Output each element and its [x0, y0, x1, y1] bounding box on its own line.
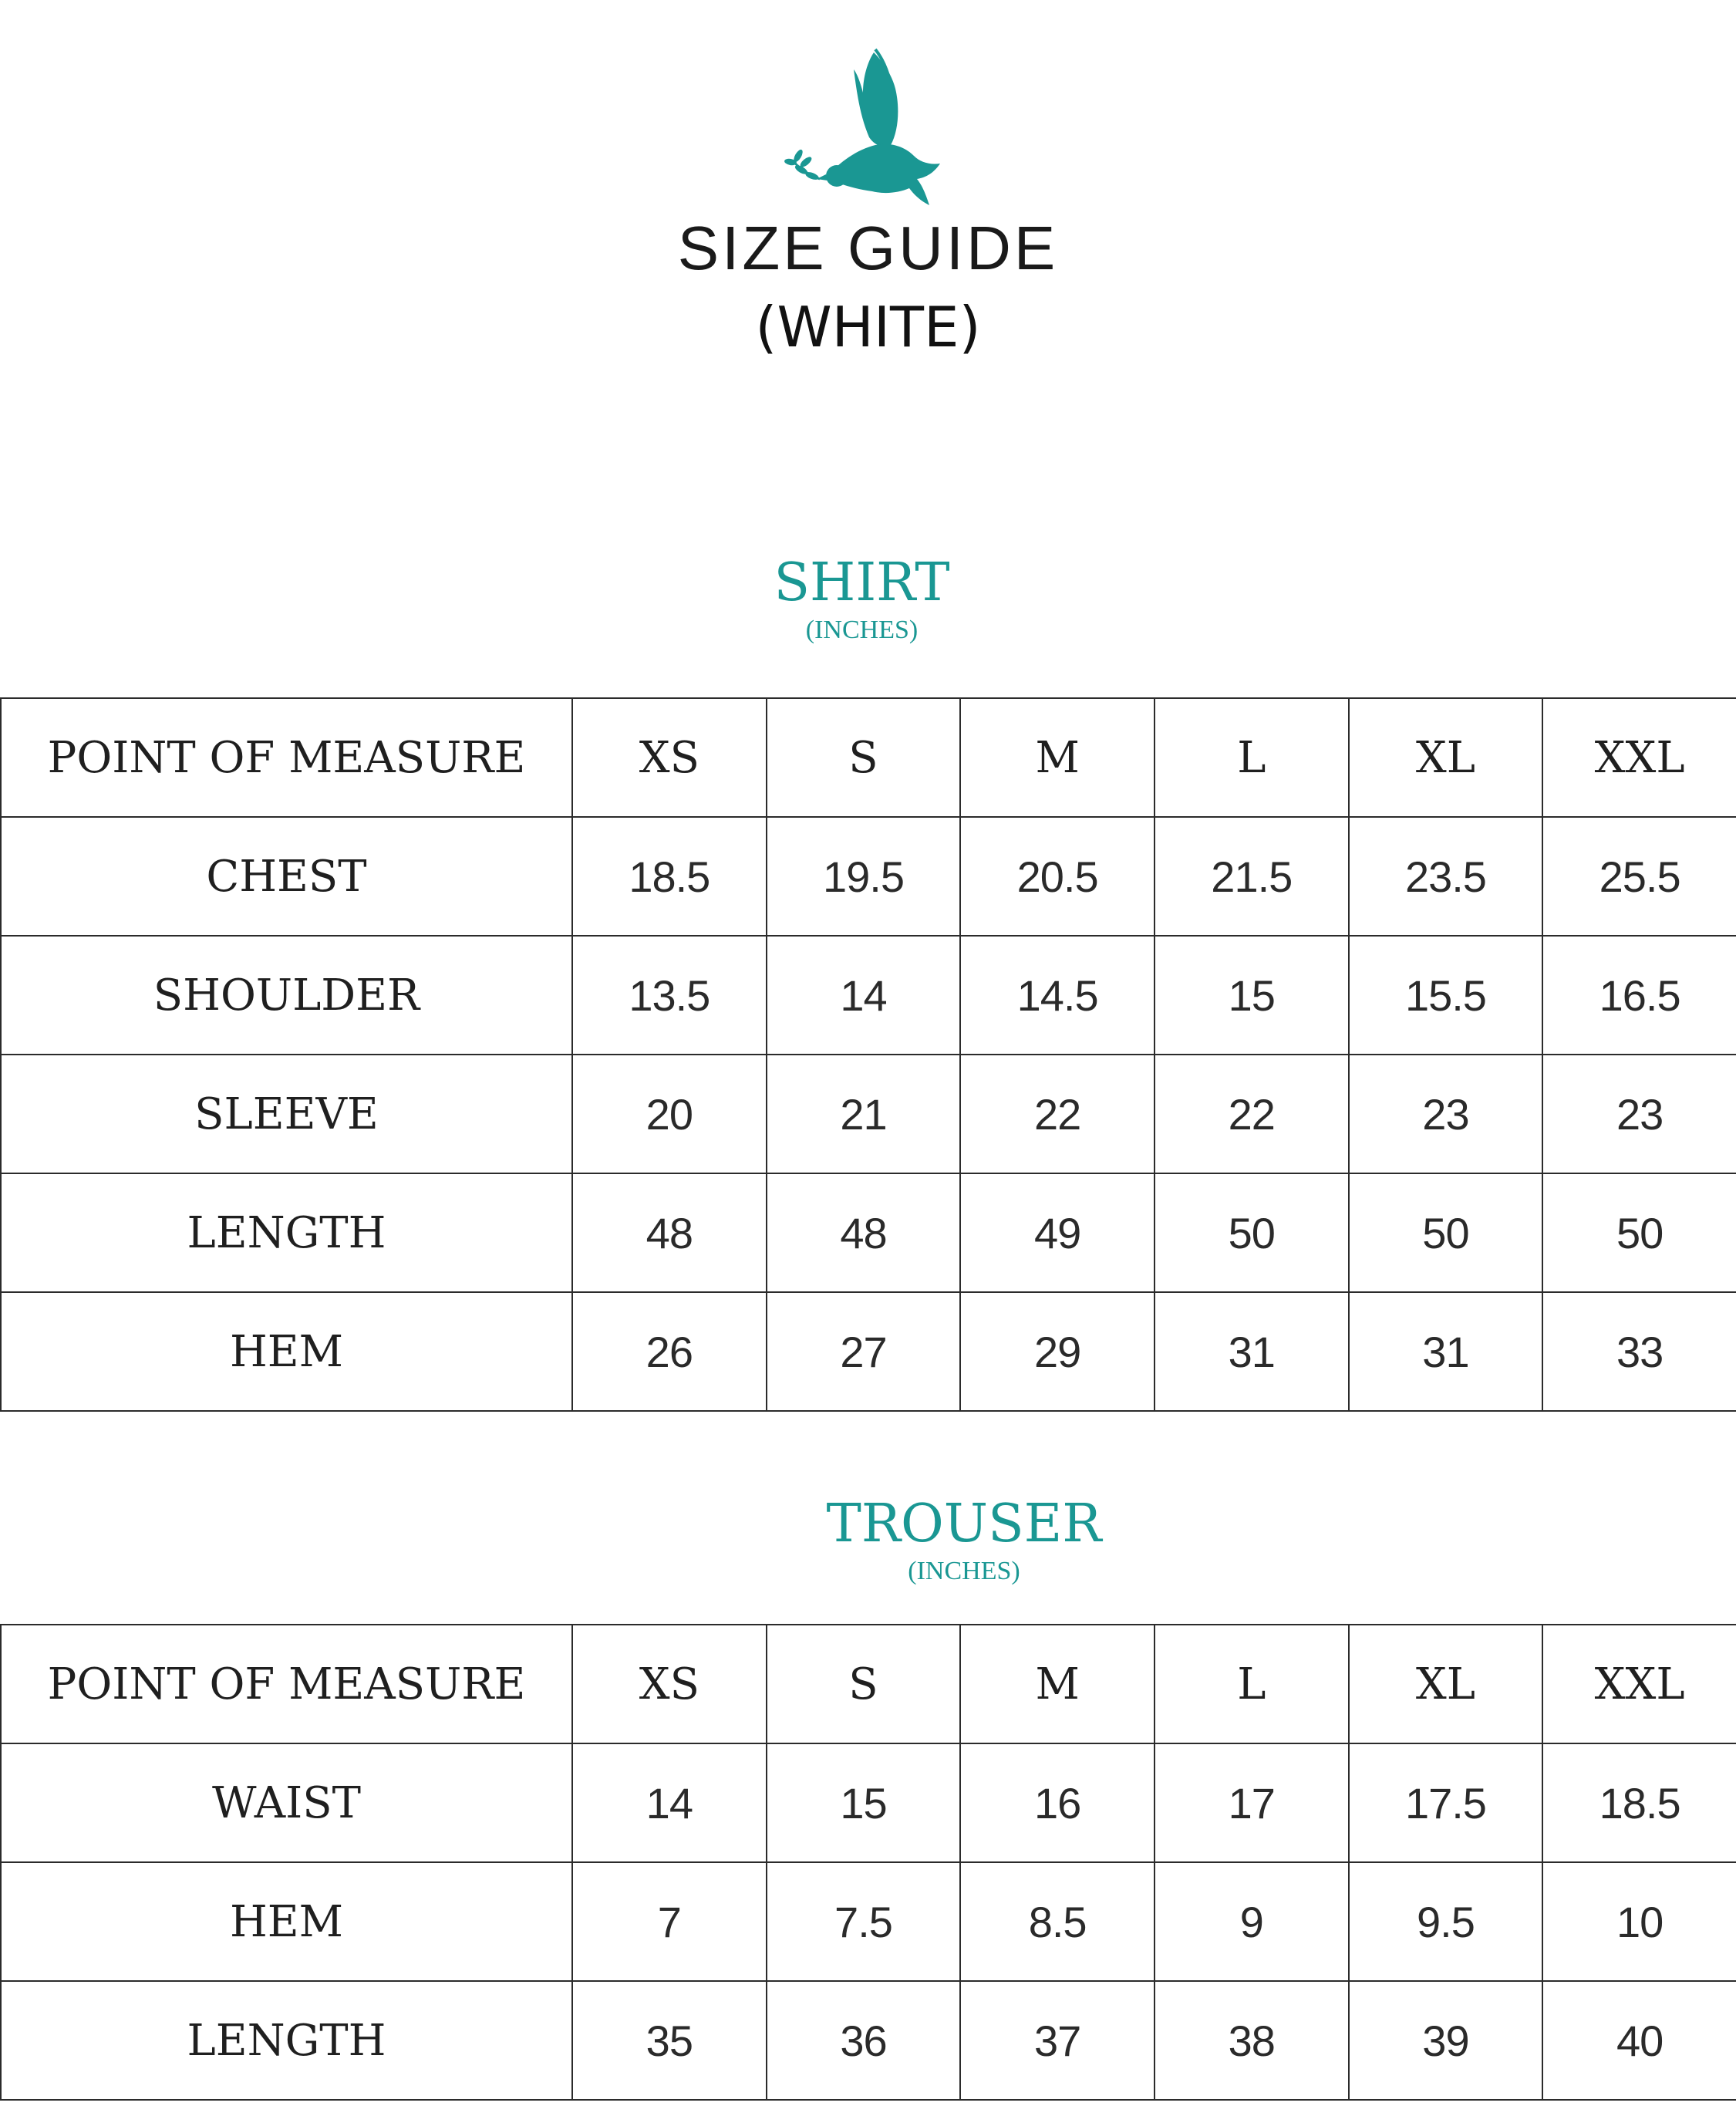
table-header-row [1, 698, 1736, 817]
column-header-size: XL [1349, 1625, 1543, 1743]
column-header-size: L [1155, 698, 1349, 817]
measurement-cell: 50 [1155, 1173, 1349, 1292]
table-row [1, 817, 1736, 936]
measurement-cell: 9.5 [1349, 1862, 1543, 1981]
measurement-cell: 27 [767, 1292, 961, 1411]
trouser-title: TROUSER [826, 1493, 1102, 1554]
column-header-size: S [767, 698, 961, 817]
measurement-cell: 20.5 [960, 817, 1155, 936]
column-header-size: S [767, 1625, 961, 1743]
measurement-cell: 15 [767, 1743, 961, 1862]
measurement-cell: 13.5 [572, 936, 767, 1055]
measurement-cell: 19.5 [767, 817, 961, 936]
measurement-cell: 15 [1155, 936, 1349, 1055]
shirt-unit: (INCHES) [805, 616, 919, 644]
measurement-cell: 14 [572, 1743, 767, 1862]
row-label: WAIST [1, 1743, 572, 1862]
page-subtitle: (WHITE) [755, 295, 981, 359]
measurement-cell: 50 [1349, 1173, 1543, 1292]
shirt-title: SHIRT [774, 552, 950, 613]
measurement-cell: 16 [960, 1743, 1155, 1862]
shirt-size-table [0, 697, 1736, 1412]
row-label: HEM [1, 1862, 572, 1981]
row-label: LENGTH [1, 1173, 572, 1292]
column-header-size: XXL [1542, 698, 1736, 817]
table-row [1, 1862, 1736, 1981]
measurement-cell: 31 [1155, 1292, 1349, 1411]
measurement-cell: 38 [1155, 1981, 1349, 2100]
column-header-size: XS [572, 698, 767, 817]
measurement-cell: 7.5 [767, 1862, 961, 1981]
measurement-cell: 35 [572, 1981, 767, 2100]
column-header-size: L [1155, 1625, 1349, 1743]
measurement-cell: 16.5 [1542, 936, 1736, 1055]
measurement-cell: 17 [1155, 1743, 1349, 1862]
measurement-cell: 31 [1349, 1292, 1543, 1411]
row-label: HEM [1, 1292, 572, 1411]
measurement-cell: 9 [1155, 1862, 1349, 1981]
measurement-cell: 23.5 [1349, 817, 1543, 936]
measurement-cell: 39 [1349, 1981, 1543, 2100]
shirt-section-heading [0, 552, 1724, 644]
measurement-cell: 14.5 [960, 936, 1155, 1055]
column-header-size: XS [572, 1625, 767, 1743]
measurement-cell: 10 [1542, 1862, 1736, 1981]
table-row [1, 1743, 1736, 1862]
trouser-size-table [0, 1624, 1736, 2101]
measurement-cell: 29 [960, 1292, 1155, 1411]
measurement-cell: 18.5 [1542, 1743, 1736, 1862]
table-row [1, 1292, 1736, 1411]
measurement-cell: 23 [1349, 1055, 1543, 1173]
column-header-point-of-measure: POINT OF MEASURE [1, 1625, 572, 1743]
measurement-cell: 15.5 [1349, 936, 1543, 1055]
measurement-cell: 37 [960, 1981, 1155, 2100]
measurement-cell: 50 [1542, 1173, 1736, 1292]
measurement-cell: 21.5 [1155, 817, 1349, 936]
measurement-cell: 48 [572, 1173, 767, 1292]
column-header-size: M [960, 1625, 1155, 1743]
measurement-cell: 26 [572, 1292, 767, 1411]
column-header-size: XXL [1542, 1625, 1736, 1743]
dove-with-olive-branch-icon [783, 46, 960, 224]
table-row [1, 1981, 1736, 2100]
column-header-size: M [960, 698, 1155, 817]
measurement-cell: 25.5 [1542, 817, 1736, 936]
measurement-cell: 8.5 [960, 1862, 1155, 1981]
measurement-cell: 17.5 [1349, 1743, 1543, 1862]
measurement-cell: 48 [767, 1173, 961, 1292]
measurement-cell: 22 [1155, 1055, 1349, 1173]
table-header-row [1, 1625, 1736, 1743]
measurement-cell: 7 [572, 1862, 767, 1981]
trouser-section-heading [0, 1493, 1736, 1585]
row-label: SLEEVE [1, 1055, 572, 1173]
measurement-cell: 23 [1542, 1055, 1736, 1173]
trouser-unit: (INCHES) [908, 1557, 1020, 1585]
measurement-cell: 49 [960, 1173, 1155, 1292]
row-label: SHOULDER [1, 936, 572, 1055]
measurement-cell: 36 [767, 1981, 961, 2100]
measurement-cell: 20 [572, 1055, 767, 1173]
column-header-point-of-measure: POINT OF MEASURE [1, 698, 572, 817]
measurement-cell: 14 [767, 936, 961, 1055]
table-row [1, 936, 1736, 1055]
measurement-cell: 21 [767, 1055, 961, 1173]
measurement-cell: 40 [1542, 1981, 1736, 2100]
measurement-cell: 18.5 [572, 817, 767, 936]
row-label: CHEST [1, 817, 572, 936]
page-title: SIZE GUIDE [677, 214, 1059, 282]
measurement-cell: 33 [1542, 1292, 1736, 1411]
row-label: LENGTH [1, 1981, 572, 2100]
measurement-cell: 22 [960, 1055, 1155, 1173]
table-row [1, 1055, 1736, 1173]
table-row [1, 1173, 1736, 1292]
column-header-size: XL [1349, 698, 1543, 817]
